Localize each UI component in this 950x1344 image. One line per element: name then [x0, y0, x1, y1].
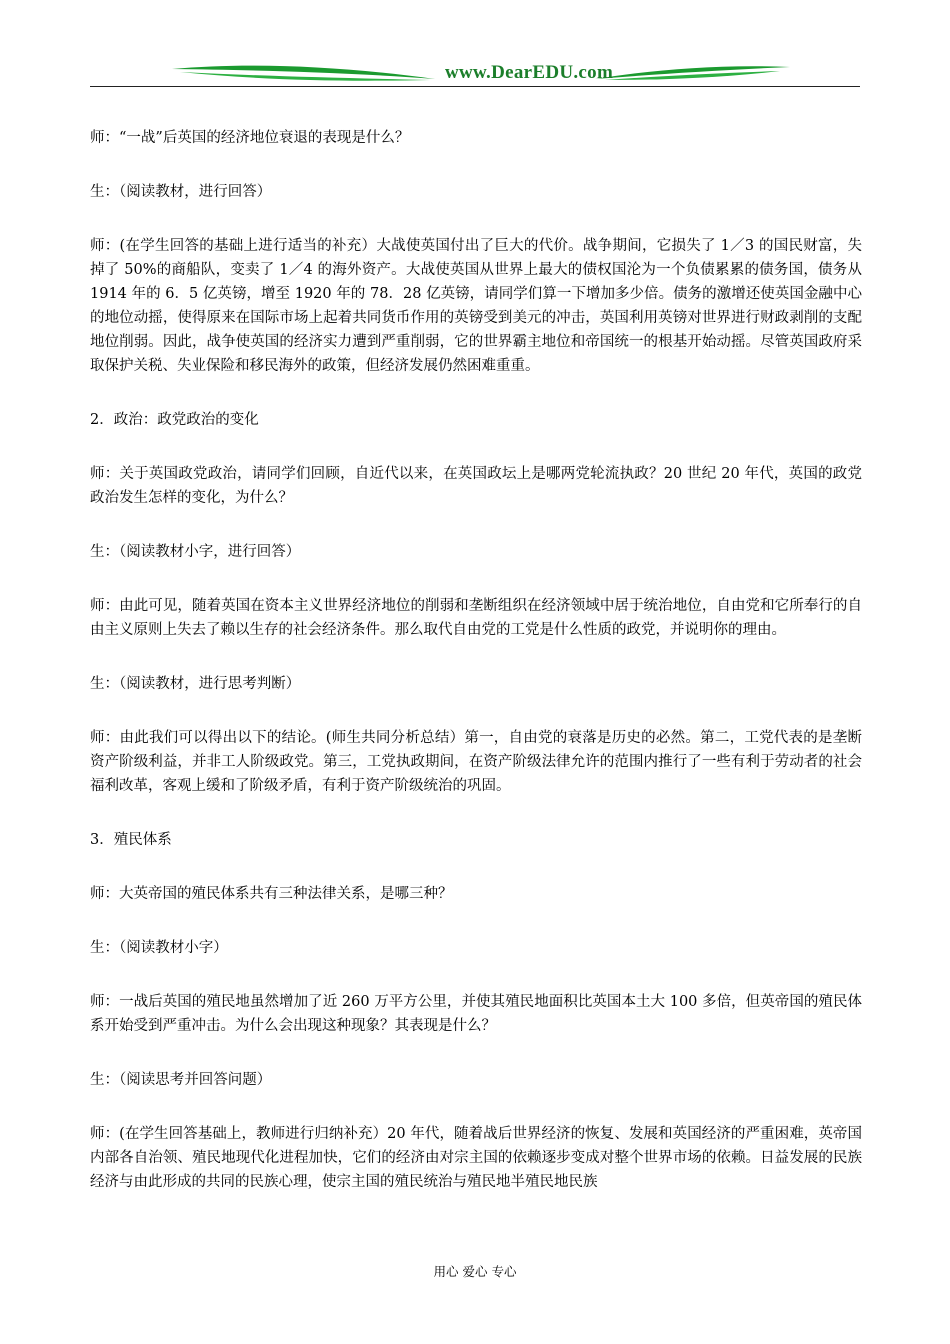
- paragraph: 师：“一战”后英国的经济地位衰退的表现是什么？: [90, 130, 410, 146]
- section-heading: 3．殖民体系: [90, 832, 172, 848]
- document-body: [90, 126, 862, 1224]
- paragraph: 生：（阅读教材小字，进行回答）: [90, 544, 301, 560]
- paragraph: 师：关于英国政党政治，请同学们回顾，自近代以来，在英国政坛上是哪两党轮流执政？20 世纪 20 年代，英国的政党政治发生怎样的变化，为什么？: [90, 466, 862, 506]
- paragraph: 生：（阅读思考并回答问题）: [90, 1072, 272, 1088]
- paragraph: 师：(在学生回答基础上，教师进行归纳补充）20 年代，随着战后世界经济的恢复、发展和英国经济的严重困难，英帝国内部各自治领、殖民地现代化进程加快，它们的经济由对宗主国的依赖逐步变成对整个世界市场的依赖。日益发展的民族经济与由此形成的共同的民族心理，使宗主国的殖民统治与殖民地半殖民地民族: [90, 1126, 862, 1190]
- page-footer: 用心 爱心 专心: [433, 1264, 517, 1279]
- paragraph: 师：由此我们可以得出以下的结论。(师生共同分析总结）第一，自由党的衰落是历史的必然。第二，工党代表的是垄断资产阶级利益，并非工人阶级政党。第三，工党执政期间，在资产阶级法律允许的范围内推行了一些有利于劳动者的社会福利改革，客观上缓和了阶级矛盾，有利于资产阶级统治的巩固。: [90, 730, 862, 794]
- paragraph: 师：一战后英国的殖民地虽然增加了近 260 万平方公里，并使其殖民地面积比英国本土大 100 多倍，但英帝国的殖民体系开始受到严重冲击。为什么会出现这种现象？其表现是什么？: [90, 994, 862, 1034]
- paragraph: 生：（阅读教材，进行回答）: [90, 184, 272, 200]
- page-header: [90, 58, 860, 90]
- paragraph: 生：（阅读教材小字）: [90, 940, 228, 956]
- paragraph: 师：由此可见，随着英国在资本主义世界经济地位的削弱和垄断组织在经济领域中居于统治地位，自由党和它所奉行的自由主义原则上失去了赖以生存的社会经济条件。那么取代自由党的工党是什么性质的政党，并说明你的理由。: [90, 598, 862, 638]
- header-rule: [90, 86, 860, 87]
- paragraph: 师：大英帝国的殖民体系共有三种法律关系，是哪三种？: [90, 886, 453, 902]
- paragraph: 师：(在学生回答的基础上进行适当的补充）大战使英国付出了巨大的代价。战争期间，它损失了 1／3 的国民财富，失掉了 50%的商船队，变卖了 1／4 的海外资产。大战使英国从世界上最大的债权国沦为一个负债累累的债务国，债务从 1914 年的 6．5 亿英镑，增至 1920 年的 78．28 亿英镑，请同学们算一下增加多少倍。债务的激增还使英国金融中心的地位动摇，使得原来在国际市场上起着共同货币作用的英镑受到美元的冲击，英国利用英镑对世界进行财政剥削的支配地位削弱。因此，战争使英国的经济实力遭到严重削弱，它的世界霸主地位和帝国统一的根基开始动摇。尽管英国政府采取保护关税、失业保险和移民海外的政策，但经济发展仍然困难重重。: [90, 238, 862, 374]
- paragraph: 生：（阅读教材，进行思考判断）: [90, 676, 301, 692]
- section-heading: 2．政治：政党政治的变化: [90, 412, 259, 428]
- site-logo-text[interactable]: www.DearEDU.com: [445, 62, 614, 83]
